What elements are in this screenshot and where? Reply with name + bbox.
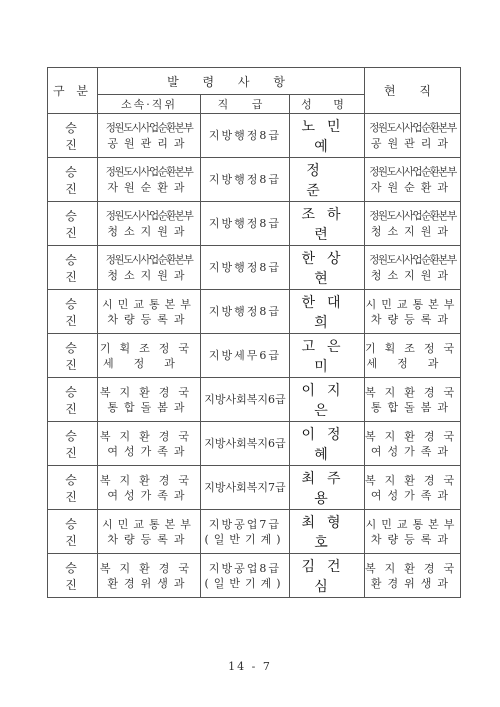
rank-cell: [201, 554, 290, 598]
rank-line-1: 지방행정8급: [208, 173, 282, 186]
kind-cell: 승 진: [48, 422, 98, 466]
dept-cell: [98, 114, 201, 158]
rank-line-1: 지방행정8급: [208, 217, 282, 230]
current-line-1: 정원도시사업순환본부: [369, 121, 456, 134]
rank-line-1: 지방행정8급: [208, 261, 282, 274]
rank-cell: [201, 378, 290, 422]
dept-cell: [98, 290, 201, 334]
current-line-1: 정원도시사업순환본부: [369, 209, 456, 222]
rank-cell: [201, 334, 290, 378]
name-cell: 노민예: [290, 114, 365, 158]
kind-cell: 승 진: [48, 202, 98, 246]
kind-cell: 승 진: [48, 510, 98, 554]
table-row: [48, 202, 461, 246]
dept-line-1: 정원도시사업순환본부: [105, 253, 193, 266]
current-post-cell: [365, 422, 464, 466]
dept-line-1: 복지환경국: [99, 429, 199, 443]
dept-line-1: 정원도시사업순환본부: [105, 165, 193, 178]
header-kind: 구 분: [48, 68, 98, 114]
dept-line-2: 청소지원과: [107, 224, 191, 238]
current-post-cell: [365, 510, 461, 554]
dept-line-2: 세정과: [103, 356, 195, 370]
dept-line-1: 시민교통본부: [102, 517, 196, 531]
dept-line-1: 기획조정국: [99, 341, 199, 355]
current-line-1: 시민교통본부: [365, 517, 460, 531]
table-row: [48, 510, 461, 554]
dept-cell: [98, 158, 201, 202]
table-row: [48, 378, 461, 422]
current-post-cell: [365, 246, 461, 290]
dept-cell: [98, 554, 201, 598]
dept-cell: [98, 202, 201, 246]
table-row: [48, 114, 461, 158]
current-line-1: 기획조정국: [365, 341, 464, 355]
rank-cell: [201, 202, 290, 246]
current-post-cell: [365, 378, 464, 422]
header-name: 성 명: [290, 95, 365, 114]
current-post-cell: [365, 334, 464, 378]
rank-cell: [201, 114, 290, 158]
kind-cell: 승 진: [48, 334, 98, 378]
rank-line-1: 지방행정8급: [208, 305, 282, 318]
dept-line-1: 시민교통본부: [102, 297, 196, 311]
name-cell: 이정혜: [290, 422, 365, 466]
kind-cell: 승 진: [48, 466, 98, 510]
table-row: [48, 246, 461, 290]
current-line-1: 시민교통본부: [365, 297, 460, 311]
table-row: [48, 554, 461, 598]
kind-cell: 승 진: [48, 246, 98, 290]
name-cell: 조하련: [290, 202, 365, 246]
rank-cell: [201, 290, 290, 334]
name-cell: 한상현: [290, 246, 365, 290]
dept-cell: [98, 378, 201, 422]
name-cell: 김건심: [290, 554, 365, 598]
rank-line-1: 지방행정8급: [208, 129, 282, 142]
page-number: 14 - 7: [228, 660, 272, 673]
dept-line-1: 정원도시사업순환본부: [105, 121, 193, 134]
dept-line-2: 청소지원과: [107, 268, 191, 282]
table-row: [48, 290, 461, 334]
current-line-2: 차량등록과: [370, 532, 455, 546]
dept-line-2: 자원순환과: [107, 180, 191, 194]
dept-line-2: 차량등록과: [107, 312, 191, 326]
current-line-1: 복지환경국: [365, 385, 464, 399]
current-line-2: 공원관리과: [370, 136, 455, 150]
dept-cell: [98, 422, 201, 466]
rank-line-2: (일반기계): [204, 576, 286, 590]
rank-line-1: 지방공업8급: [208, 561, 282, 575]
rank-cell: [201, 510, 290, 554]
current-line-2: 세정과: [366, 356, 459, 370]
current-line-2: 자원순환과: [370, 180, 455, 194]
current-line-2: 청소지원과: [370, 268, 455, 282]
rank-line-1: 지방공업7급: [208, 517, 282, 531]
dept-line-1: 정원도시사업순환본부: [105, 209, 193, 222]
current-post-cell: [365, 114, 461, 158]
dept-line-2: 차량등록과: [107, 532, 191, 546]
name-cell: 정준: [290, 158, 365, 202]
current-line-2: 여성가족과: [370, 444, 455, 458]
name-cell: 최주용: [290, 466, 365, 510]
current-line-2: 통합돌봄과: [370, 400, 455, 414]
current-line-1: 복지환경국: [365, 473, 464, 487]
kind-cell: 승 진: [48, 554, 98, 598]
dept-line-2: 통합돌봄과: [107, 400, 191, 414]
appointment-table: [47, 67, 464, 598]
current-post-cell: [365, 290, 461, 334]
current-line-1: 정원도시사업순환본부: [369, 165, 456, 178]
table-row: [48, 334, 461, 378]
current-post-cell: [365, 466, 464, 510]
dept-cell: [98, 246, 201, 290]
name-cell: 이지은: [290, 378, 365, 422]
header-current: 현 직: [365, 68, 461, 114]
rank-cell: [201, 158, 290, 202]
current-line-1: 복지환경국: [365, 429, 464, 443]
header-row: [48, 68, 461, 95]
current-post-cell: [365, 554, 464, 598]
table-row: [48, 158, 461, 202]
rank-line-1: 지방사회복지6급: [204, 437, 286, 450]
dept-line-1: 복지환경국: [99, 385, 199, 399]
rank-line-1: 지방사회복지6급: [204, 393, 286, 406]
dept-cell: [98, 334, 201, 378]
rank-line-1: 지방사회복지7급: [204, 481, 286, 494]
kind-cell: 승 진: [48, 158, 98, 202]
current-post-cell: [365, 202, 461, 246]
dept-line-2: 공원관리과: [107, 136, 191, 150]
current-line-2: 청소지원과: [370, 224, 455, 238]
dept-cell: [98, 510, 201, 554]
dept-line-1: 복지환경국: [99, 473, 199, 487]
table-row: [48, 422, 461, 466]
dept-line-2: 환경위생과: [107, 576, 191, 590]
name-cell: 최형호: [290, 510, 365, 554]
dept-line-2: 여성가족과: [107, 488, 191, 502]
current-line-2: 환경위생과: [370, 576, 455, 590]
header-appointment: 발 령 사 항: [98, 68, 365, 95]
current-line-2: 여성가족과: [370, 488, 455, 502]
header-rank: 직 급: [201, 95, 290, 114]
kind-cell: 승 진: [48, 114, 98, 158]
rank-cell: [201, 422, 290, 466]
rank-cell: [201, 466, 290, 510]
name-cell: 고은미: [290, 334, 365, 378]
name-cell: 한대희: [290, 290, 365, 334]
current-line-1: 복지환경국: [365, 561, 464, 575]
header-dept: 소속·직위: [98, 95, 201, 114]
dept-line-2: 여성가족과: [107, 444, 191, 458]
kind-cell: 승 진: [48, 378, 98, 422]
table-row: [48, 466, 461, 510]
kind-cell: 승 진: [48, 290, 98, 334]
rank-cell: [201, 246, 290, 290]
dept-cell: [98, 466, 201, 510]
current-line-1: 정원도시사업순환본부: [369, 253, 456, 266]
rank-line-1: 지방세무6급: [208, 349, 282, 362]
current-line-2: 차량등록과: [370, 312, 455, 326]
current-post-cell: [365, 158, 461, 202]
dept-line-1: 복지환경국: [99, 561, 199, 575]
rank-line-2: (일반기계): [204, 532, 286, 546]
